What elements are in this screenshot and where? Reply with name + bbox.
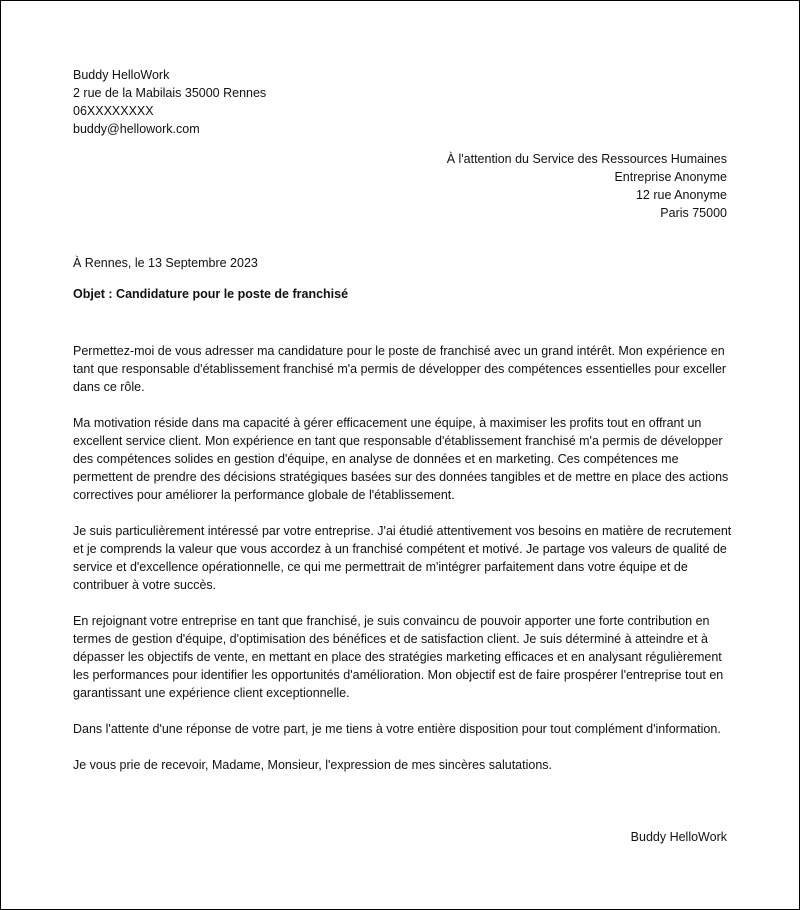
body-paragraph: En rejoignant votre entreprise en tant que franchisé, je suis convaincu de pouvoir apporter une forte contribution en termes de gestion d'équipe, d'optimisation des bénéfices et de satisfaction client. Je suis déterminé à atteindre et à dépasser les objectifs de vente, en mettant en place des stratégies marketing efficaces et en analysant régulièrement les performances pour identifier les opportunités d'amélioration. Mon objectif est de faire prospérer l'entreprise tout en garantissant une expérience client exceptionnelle.	[73, 614, 724, 700]
date-line: À Rennes, le 13 Septembre 2023	[73, 256, 258, 270]
body-paragraph: Ma motivation réside dans ma capacité à gérer efficacement une équipe, à maximiser les profits tout en offrant un excellent service client. Mon expérience en tant que responsable d'établissement franchisé m'a permis de développer des compétences solides en gestion d'équipe, en analyse de données et en marketing. Ces compétences me permettent de prendre des décisions stratégiques basées sur des données tangibles et de mettre en place des actions correctives pour améliorer la performance globale de l'établissement.	[73, 416, 729, 502]
sender-phone: 06XXXXXXXX	[73, 104, 154, 118]
body-paragraph: Dans l'attente d'une réponse de votre part, je me tiens à votre entière disposition pour tout complément d'information.	[73, 722, 721, 736]
letter-body	[73, 342, 733, 792]
sender-address: 2 rue de la Mabilais 35000 Rennes	[73, 86, 267, 100]
subject-line: Objet : Candidature pour le poste de franchisé	[73, 287, 349, 301]
sender-block	[73, 66, 266, 138]
body-paragraph: Permettez-moi de vous adresser ma candidature pour le poste de franchisé avec un grand intérêt. Mon expérience en tant que responsable d'établissement franchisé m'a permis de développer des compétences essentielles pour exceller dans ce rôle.	[73, 344, 727, 394]
recipient-street: 12 rue Anonyme	[635, 188, 727, 202]
recipient-attention: À l'attention du Service des Ressources Humaines	[446, 152, 727, 166]
signature: Buddy HelloWork	[630, 830, 727, 844]
recipient-block	[447, 150, 727, 222]
sender-email: buddy@hellowork.com	[73, 122, 200, 136]
body-paragraph: Je suis particulièrement intéressé par votre entreprise. J'ai étudié attentivement vos besoins en matière de recrutement et je comprends la valeur que vous accordez à un franchisé compétent et motivé. Je partage vos valeurs de qualité de service et d'excellence opérationnelle, ce qui me permettrait de m'intégrer parfaitement dans votre équipe et de contribuer à votre succès.	[73, 524, 732, 592]
recipient-city: Paris 75000	[660, 206, 727, 220]
closing-paragraph: Je vous prie de recevoir, Madame, Monsieur, l'expression de mes sincères salutations.	[73, 758, 553, 772]
sender-name: Buddy HelloWork	[73, 68, 170, 82]
recipient-company: Entreprise Anonyme	[614, 170, 727, 184]
